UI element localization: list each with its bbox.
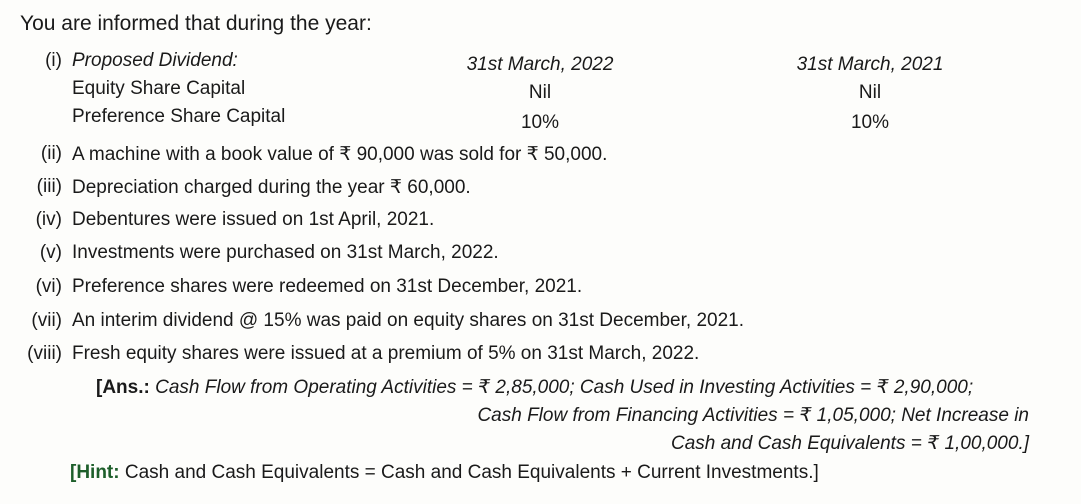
answer-line-1 <box>96 376 973 399</box>
item-number: (v) <box>39 242 62 263</box>
item-text: Debentures were issued on 1st April, 2021. <box>72 209 435 230</box>
item-number: (viii) <box>27 343 62 364</box>
item-text: Investments were purchased on 31st March, 2022. <box>72 242 499 263</box>
answer-label: [Ans.: <box>96 377 150 398</box>
hint-label: [Hint: <box>70 462 120 483</box>
dividend-title: Proposed Dividend: <box>72 50 238 71</box>
item-text: Fresh equity shares were issued at a premium of 5% on 31st March, 2022. <box>72 343 700 364</box>
item-number: (vi) <box>35 276 62 297</box>
row-value-2022: Nil <box>528 82 552 103</box>
item-text: Depreciation charged during the year ₹ 60,000. <box>72 177 471 198</box>
hint-text: Cash and Cash Equivalents = Cash and Cash Equivalents + Current Investments.] <box>124 462 819 483</box>
item-number: (vii) <box>31 310 62 331</box>
row-value-2021: Nil <box>858 82 882 103</box>
col-header-2022: 31st March, 2022 <box>466 54 614 75</box>
row-label: Equity Share Capital <box>72 78 246 99</box>
item-text: Preference shares were redeemed on 31st December, 2021. <box>72 276 583 297</box>
row-label: Preference Share Capital <box>72 106 286 127</box>
item-number: (iv) <box>35 209 62 230</box>
hint-line <box>70 462 819 484</box>
intro-text: You are informed that during the year: <box>20 12 372 35</box>
row-value-2022: 10% <box>520 112 560 133</box>
row-value-2021: 10% <box>850 112 890 133</box>
col-header-2021: 31st March, 2021 <box>796 54 944 75</box>
answer-text-2: Cash Flow from Financing Activities = ₹ 1,05,000; Net Increase in <box>477 405 1029 426</box>
item-text: An interim dividend @ 15% was paid on equity shares on 31st December, 2021. <box>72 310 745 331</box>
item-number: (ii) <box>40 143 62 164</box>
item-number: (i) <box>45 50 62 71</box>
answer-text-1: Cash Flow from Operating Activities = ₹ 2,85,000; Cash Used in Investing Activities = ₹ 2,90,000; <box>155 377 974 398</box>
answer-text-3: Cash and Cash Equivalents = ₹ 1,00,000.] <box>670 433 1029 454</box>
item-number: (iii) <box>36 176 62 197</box>
item-text: A machine with a book value of ₹ 90,000 was sold for ₹ 50,000. <box>72 144 608 165</box>
